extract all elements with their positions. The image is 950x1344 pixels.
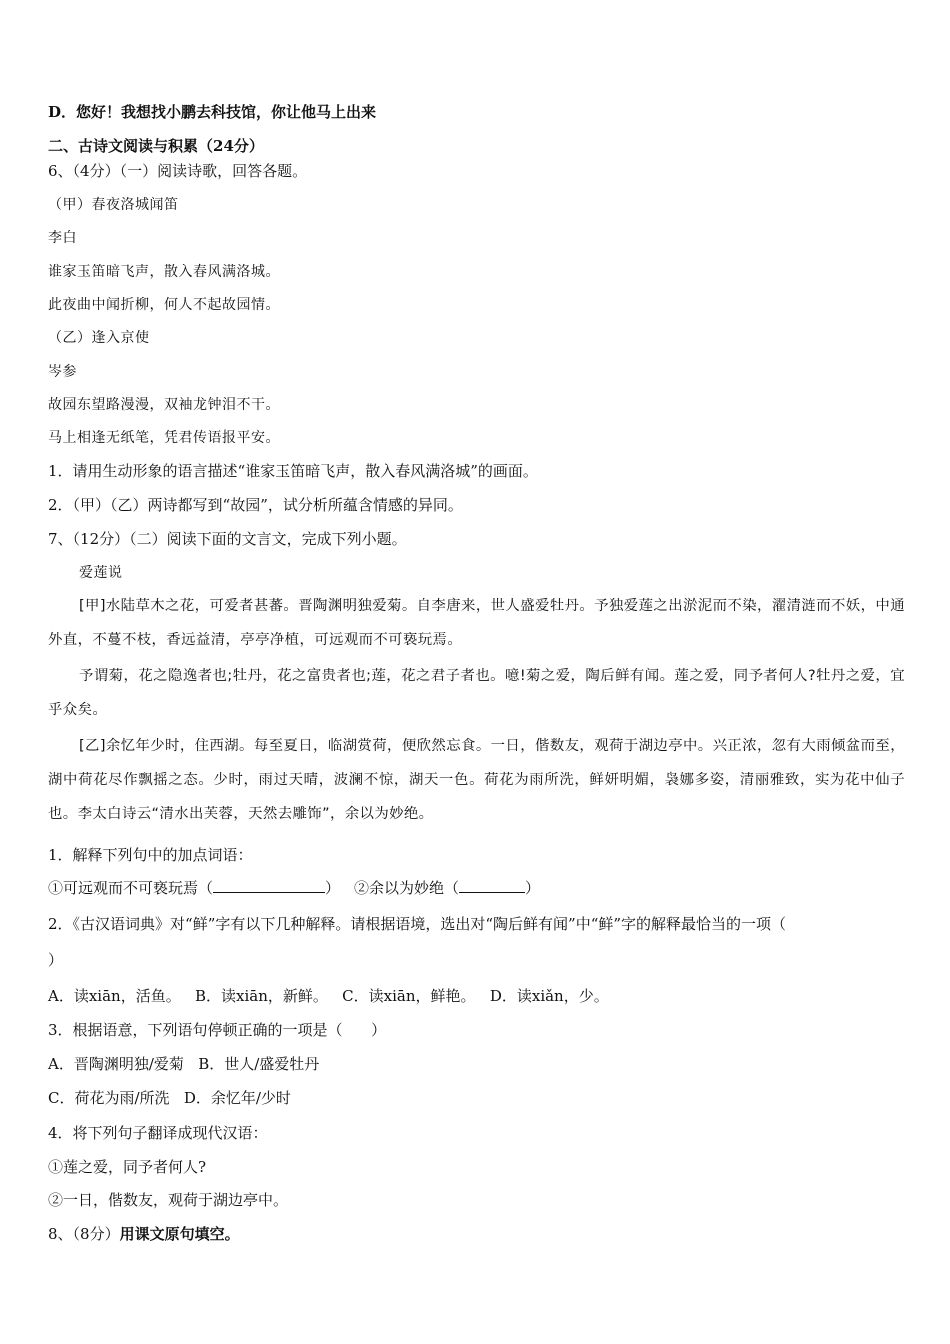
question-7-3-options-cd: C．荷花为雨/所洗 D．余忆年/少时 [48,1089,291,1107]
poem-2-line-1: 故园东望路漫漫，双袖龙钟泪不干。 [48,397,280,413]
item-1-prefix: ①可远观而不可亵玩焉（ [48,879,214,897]
question-7: 7、（12分）（二）阅读下面的文言文，完成下列小题。 [48,530,407,548]
poem-1-line-1: 谁家玉笛暗飞声，散入春风满洛城。 [48,264,280,280]
question-8 [48,1224,240,1244]
question-7-4-a: ①莲之爱，同予者何人? [48,1158,207,1176]
item-2-prefix: ②余以为妙绝（ [354,879,460,897]
question-8-text: 用课文原句填空。 [119,1225,240,1243]
question-7-2-options: A．读xiān，活鱼。 B．读xiān，新鲜。 C．读xiān，鲜艳。 D．读xiǎn，少。 [48,987,609,1005]
question-6-1: 1．请用生动形象的语言描述“谁家玉笛暗飞声，散入春风满洛城”的画面。 [48,462,538,480]
passage-a: [甲]水陆草木之花，可爱者甚蕃。晋陶渊明独爱菊。自李唐来，世人盛爱牡丹。予独爱莲之出淤泥而不染，濯清涟而不妖，中通外直，不蔓不枝，香远益清，亭亭净植，可远观而不可亵玩焉。 [48,598,905,648]
question-7-4-b: ②一日，偕数友，观荷于湖边亭中。 [48,1191,289,1209]
question-6-2: 2．（甲）（乙）两诗都写到“故园”，试分析所蕴含情感的异同。 [48,496,463,514]
section-heading: 二、古诗文阅读与积累（24分） [48,137,264,155]
question-8-number: 8、（8分） [48,1225,120,1243]
question-7-3-options-ab: A．晋陶渊明独/爱菊 B．世人/盛爱牡丹 [48,1055,320,1073]
answer-blank-1[interactable] [213,878,325,893]
passage-b: [乙]余忆年少时，住西湖。每至夏日，临湖赏荷，便欣然忘食。一日，偕数友，观荷于湖边亭中。兴正浓，忽有大雨倾盆而至，湖中荷花尽作飘摇之态。少时，雨过天晴，波澜不惊，湖天一色。荷花为雨所洗，鲜妍明媚，袅娜多姿，清丽雅致，实为花中仙子也。李太白诗云“清水出芙蓉，天然去雕饰”，余以为妙绝。 [48,738,905,822]
item-1-suffix: ） [325,879,341,897]
poem-1-line-2: 此夜曲中闻折柳，何人不起故园情。 [48,297,280,313]
passage-title: 爱莲说 [79,565,123,581]
question-7-1-items [48,878,540,898]
question-7-4: 4．将下列句子翻译成现代汉语： [48,1124,268,1142]
item-2-suffix: ） [525,879,541,897]
question-7-2: 2．《古汉语词典》对“鲜”字有以下几种解释。请根据语境，选出对“陶后鲜有闻”中“鲜”字的解释最恰当的一项（ [48,915,787,933]
poem-1-author: 李白 [48,230,77,246]
passage-a-2: 予谓菊，花之隐逸者也;牡丹，花之富贵者也;莲，花之君子者也。噫!菊之爱，陶后鲜有闻。莲之爱，同予者何人?牡丹之爱，宜乎众矣。 [48,668,905,718]
poem-2-author: 岑参 [48,364,77,380]
answer-blank-2[interactable] [459,878,525,893]
poem-2-line-2: 马上相逢无纸笔，凭君传语报平安。 [48,430,280,446]
poem-2-title: （乙）逢入京使 [48,330,150,346]
question-6: 6、（4分）（一）阅读诗歌，回答各题。 [48,162,308,180]
question-7-2-close: ） [48,951,64,969]
question-7-3: 3．根据语意，下列语句停顿正确的一项是（ ） [48,1021,387,1039]
question-7-1: 1．解释下列句中的加点词语： [48,846,253,864]
poem-1-title: （甲）春夜洛城闻笛 [48,197,179,213]
option-d: D．您好！我想找小鹏去科技馆，你让他马上出来 [48,103,377,121]
